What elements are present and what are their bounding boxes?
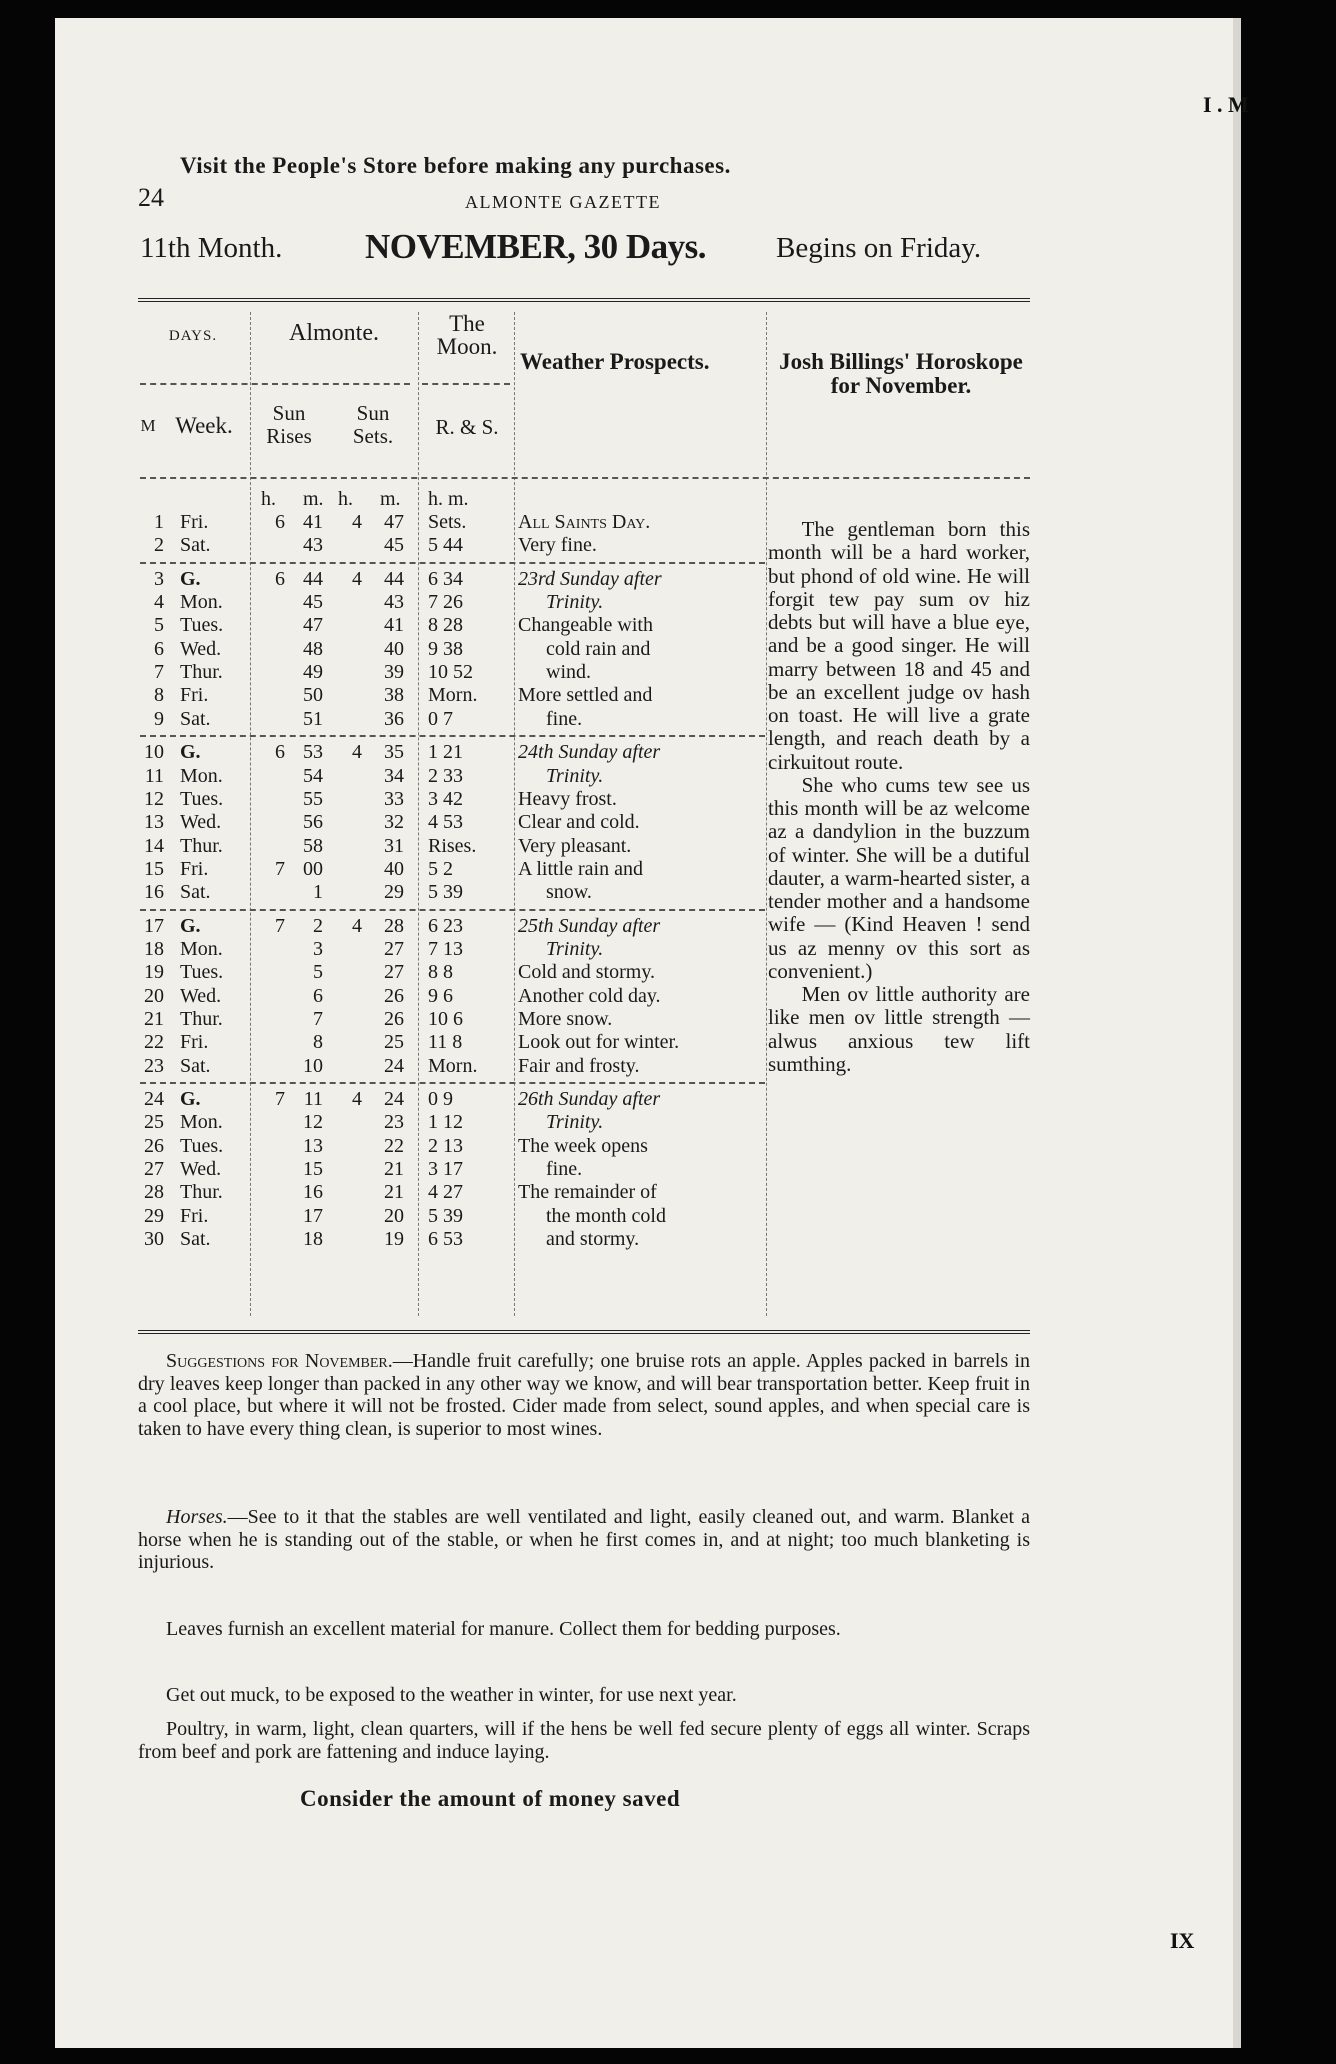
moon-rise-set: 9 6 <box>428 984 453 1007</box>
day-of-month: 25 <box>144 1111 164 1134</box>
calendar-row <box>0 1228 1336 1251</box>
day-of-week: Fri. <box>180 511 209 533</box>
day-of-week: Sat. <box>180 1054 211 1077</box>
day-of-week: Fri. <box>180 857 209 880</box>
calendar-row <box>0 1055 1336 1078</box>
sunrise-minute: 00 <box>303 857 323 880</box>
sunset-minute: 24 <box>384 1088 404 1111</box>
day-of-month: 6 <box>154 637 164 660</box>
days-header: DAYS. <box>168 328 218 344</box>
sunrise-minute: 16 <box>303 1181 323 1204</box>
weather-text: and stormy. <box>546 1228 640 1251</box>
horoscope-header: Josh Billings' Horoskope for November. <box>779 349 1023 398</box>
weather-text: Another cold day. <box>518 984 661 1007</box>
m-header: M <box>140 416 156 435</box>
calendar-row <box>0 614 1336 637</box>
sunrise-minute: 45 <box>303 591 323 614</box>
weather-text: Trinity. <box>546 1111 604 1134</box>
day-of-week: G. <box>180 567 201 590</box>
moon-rise-set: 4 53 <box>428 811 463 834</box>
sunrise-minute: 51 <box>303 707 323 730</box>
sunset-minute: 34 <box>384 764 404 787</box>
moon-rise-set: 2 13 <box>428 1134 463 1157</box>
day-of-week: G. <box>180 914 201 937</box>
moon-rise-set: 5 44 <box>428 534 463 557</box>
sunset-minute: 44 <box>384 567 404 590</box>
day-of-month: 19 <box>144 961 164 984</box>
moon-rise-set: Sets. <box>428 511 467 533</box>
day-of-week: Sat. <box>180 1228 211 1251</box>
sunrise-minute: 11 <box>303 1088 323 1111</box>
units-row: h. m. h. m. h. m. <box>261 488 469 510</box>
month-title: NOVEMBER, 30 Days. <box>365 227 707 266</box>
sunset-minute: 20 <box>384 1204 404 1227</box>
sunset-minute: 27 <box>384 961 404 984</box>
weather-text: 24th Sunday after <box>518 741 661 764</box>
day-of-month: 14 <box>144 834 164 857</box>
day-of-week: Fri. <box>180 1031 209 1054</box>
calendar-row <box>0 638 1336 661</box>
sunset-minute: 43 <box>384 591 404 614</box>
day-of-month: 11 <box>144 764 164 787</box>
top-double-rule <box>138 298 1030 304</box>
day-of-week: Mon. <box>180 591 223 614</box>
calendar-row <box>0 1088 1336 1111</box>
day-of-month: 16 <box>144 881 164 904</box>
day-of-month: 27 <box>144 1158 164 1181</box>
moon-rise-set: 0 7 <box>428 707 453 730</box>
moon-rise-set: 5 39 <box>428 881 463 904</box>
day-of-week: Sat. <box>180 707 211 730</box>
day-of-month: 10 <box>144 741 164 764</box>
calendar-row <box>0 881 1336 904</box>
weather-text: Look out for winter. <box>518 1031 680 1054</box>
day-of-month: 1 <box>154 511 164 533</box>
weather-text: Trinity. <box>546 764 604 787</box>
calendar-row <box>0 835 1336 858</box>
sunrise-minute: 12 <box>303 1111 323 1134</box>
sunset-minute: 36 <box>384 707 404 730</box>
rs-header: R. & S. <box>435 415 499 439</box>
weather-text: fine. <box>546 1158 583 1181</box>
day-of-week: Sat. <box>180 881 211 904</box>
calendar-row <box>0 961 1336 984</box>
day-of-week: Sat. <box>180 534 211 557</box>
weather-text: A little rain and <box>518 857 643 880</box>
sunrise-minute: 18 <box>303 1228 323 1251</box>
day-of-month: 30 <box>144 1228 164 1251</box>
sunset-minute: 29 <box>384 881 404 904</box>
sun-sets-header: Sun Sets. <box>352 401 394 448</box>
advert-line: Visit the People's Store before making any purchases. <box>180 153 731 178</box>
sunrise-minute: 6 <box>313 984 323 1007</box>
weather-text: fine. <box>546 707 583 730</box>
calendar-row <box>0 1031 1336 1054</box>
moon-rise-set: 6 53 <box>428 1228 463 1251</box>
moon-rise-set: 6 34 <box>428 567 463 590</box>
weather-text: Clear and cold. <box>518 811 640 834</box>
week-separator <box>140 1082 765 1084</box>
calendar-row <box>0 591 1336 614</box>
day-of-month: 15 <box>144 857 164 880</box>
sunset-minute: 27 <box>384 937 404 960</box>
calendar-row <box>0 938 1336 961</box>
sunrise-minute: 44 <box>303 567 323 590</box>
weather-text: Changeable with <box>518 614 653 637</box>
sunset-minute: 21 <box>384 1158 404 1181</box>
day-of-week: Thur. <box>180 1008 223 1030</box>
header-dash <box>140 383 410 385</box>
calendar-row <box>0 765 1336 788</box>
sunset-minute: 22 <box>384 1134 404 1157</box>
sunset-hour: 4 <box>352 741 362 764</box>
day-of-week: G. <box>180 1088 201 1111</box>
sunrise-hour: 6 <box>275 741 285 764</box>
weather-text: wind. <box>546 661 591 684</box>
day-of-week: Wed. <box>180 637 222 660</box>
day-of-month: 9 <box>154 707 164 730</box>
sunrise-hour: 7 <box>275 1088 285 1111</box>
weather-text: Cold and stormy. <box>518 961 656 984</box>
day-of-month: 2 <box>154 534 164 557</box>
sunrise-minute: 1 <box>313 881 323 904</box>
bottom-double-rule <box>138 1330 1030 1336</box>
sunrise-minute: 48 <box>303 637 323 660</box>
sunrise-minute: 49 <box>303 661 323 684</box>
weather-text: The week opens <box>518 1134 648 1157</box>
weather-text: More snow. <box>518 1008 613 1030</box>
moon-rise-set: 8 8 <box>428 961 453 984</box>
horoscope-para: She who cums tew see us this month will be az welcome az a dandylion in the buzzum of winter. She will be a dutiful dauter, a warm-hearted sister, a tender mother and a handsome wife — (Kind Heaven ! send us az menny ov this sort as convenient.) <box>768 772 1030 983</box>
calendar-row <box>0 858 1336 881</box>
moon-rise-set: 8 28 <box>428 614 463 637</box>
day-of-month: 3 <box>154 567 164 590</box>
sunset-hour: 4 <box>352 914 362 937</box>
day-of-week: Fri. <box>180 684 209 707</box>
sunrise-hour: 7 <box>275 857 285 880</box>
sunset-minute: 47 <box>384 511 404 533</box>
moon-rise-set: 3 42 <box>428 787 463 810</box>
sunset-hour: 4 <box>352 511 362 533</box>
sunrise-minute: 54 <box>303 764 323 787</box>
header-dash <box>422 383 510 385</box>
sunset-minute: 35 <box>384 741 404 764</box>
calendar-row <box>0 741 1336 764</box>
sunrise-minute: 8 <box>313 1031 323 1054</box>
sunset-minute: 26 <box>384 1008 404 1030</box>
horses-para: Horses.—See to it that the stables are well ventilated and light, easily cleaned out, and warm. Blanket a horse when he is standing out of the stable, or when he first comes in, and at night; too much blanketing is injurious. <box>138 1506 1030 1573</box>
sunset-hour: 4 <box>352 567 362 590</box>
sunset-minute: 32 <box>384 811 404 834</box>
weather-header: Weather Prospects. <box>520 349 710 374</box>
horoscope-para: Men ov little authority are like men ov little strength — alwus anxious tew lift sumthing. <box>768 982 1030 1076</box>
calendar-row <box>0 684 1336 707</box>
day-of-month: 13 <box>144 811 164 834</box>
weather-text: The remainder of <box>518 1181 657 1204</box>
moon-header: The Moon. <box>436 311 498 359</box>
day-of-month: 20 <box>144 984 164 1007</box>
day-of-week: Wed. <box>180 984 222 1007</box>
moon-rise-set: 7 13 <box>428 937 463 960</box>
calendar-row <box>0 1205 1336 1228</box>
calendar-row <box>0 511 1336 534</box>
publication-name: ALMONTE GAZETTE <box>465 192 661 212</box>
sunrise-minute: 41 <box>303 511 323 533</box>
moon-rise-set: 0 9 <box>428 1088 453 1111</box>
sunrise-hour: 6 <box>275 511 285 533</box>
footer-line: Consider the amount of money saved <box>300 1786 681 1811</box>
day-of-month: 21 <box>144 1008 164 1030</box>
weather-text: All Saints Day. <box>518 511 651 533</box>
moon-rise-set: 10 52 <box>428 661 473 684</box>
page-number: 24 <box>138 183 164 212</box>
moon-rise-set: 5 2 <box>428 857 453 880</box>
weather-text: Trinity. <box>546 937 604 960</box>
sunset-minute: 39 <box>384 661 404 684</box>
sunset-minute: 38 <box>384 684 404 707</box>
sunset-minute: 19 <box>384 1228 404 1251</box>
sunrise-minute: 5 <box>313 961 323 984</box>
day-of-month: 24 <box>144 1088 164 1111</box>
calendar-row <box>0 985 1336 1008</box>
sunrise-minute: 50 <box>303 684 323 707</box>
calendar-row <box>0 661 1336 684</box>
day-of-month: 26 <box>144 1134 164 1157</box>
begins-on: Begins on Friday. <box>776 232 982 264</box>
moon-rise-set: 10 6 <box>428 1008 463 1030</box>
weather-text: cold rain and <box>546 637 651 660</box>
weather-text: Fair and frosty. <box>518 1054 640 1077</box>
calendar-row <box>0 1181 1336 1204</box>
moon-rise-set: 11 8 <box>428 1031 463 1054</box>
moon-rise-set: 1 21 <box>428 741 463 764</box>
sunrise-minute: 15 <box>303 1158 323 1181</box>
day-of-month: 29 <box>144 1204 164 1227</box>
margin-mark: IX <box>1170 1928 1195 1953</box>
weather-text: snow. <box>546 881 592 904</box>
calendar-row <box>0 1135 1336 1158</box>
calendar-row <box>0 788 1336 811</box>
day-of-week: Thur. <box>180 1181 223 1204</box>
weather-text: Very pleasant. <box>518 834 632 857</box>
calendar-row <box>0 811 1336 834</box>
moon-rise-set: 9 38 <box>428 637 463 660</box>
month-label: 11th Month. <box>140 232 283 264</box>
sun-rises-header: Sun Rises <box>266 401 312 448</box>
header-bottom-dash <box>140 477 1030 479</box>
day-of-week: Mon. <box>180 1111 223 1134</box>
moon-rise-set: 5 39 <box>428 1204 463 1227</box>
sunrise-minute: 10 <box>303 1054 323 1077</box>
weather-text: Heavy frost. <box>518 787 617 810</box>
sunrise-minute: 53 <box>303 741 323 764</box>
weather-text: Very fine. <box>518 534 597 557</box>
sunrise-minute: 13 <box>303 1134 323 1157</box>
sunrise-minute: 17 <box>303 1204 323 1227</box>
day-of-month: 5 <box>154 614 164 637</box>
place-header: Almonte. <box>289 320 379 346</box>
moon-rise-set: Rises. <box>428 834 477 857</box>
weather-text: More settled and <box>518 684 653 707</box>
sunrise-minute: 55 <box>303 787 323 810</box>
margin-mark: I . M <box>1203 92 1249 117</box>
day-of-week: Wed. <box>180 811 222 834</box>
sunset-minute: 25 <box>384 1031 404 1054</box>
sunset-minute: 33 <box>384 787 404 810</box>
horoscope-para: The gentleman born this month will be a hard worker, but phond of old wine. He will forgit tew pay sum ov hiz debts but will have a blue eye, and be a good singer. He will marry between 18 and 45 and be an excellent judge ov hash on toast. He will live a grate length, and reach death by a cirkuitout route. <box>768 517 1030 774</box>
week-separator <box>140 735 765 737</box>
calendar-row <box>0 708 1336 731</box>
day-of-month: 23 <box>144 1054 164 1077</box>
moon-rise-set: 4 27 <box>428 1181 463 1204</box>
sunset-minute: 23 <box>384 1111 404 1134</box>
sunrise-minute: 3 <box>313 937 323 960</box>
weather-text: the month cold <box>546 1204 666 1227</box>
sunrise-hour: 7 <box>275 914 285 937</box>
day-of-week: Mon. <box>180 764 223 787</box>
sunset-minute: 28 <box>384 914 404 937</box>
calendar-row <box>0 1158 1336 1181</box>
sunset-minute: 40 <box>384 637 404 660</box>
sunrise-minute: 56 <box>303 811 323 834</box>
day-of-month: 7 <box>154 661 164 684</box>
sunset-minute: 24 <box>384 1054 404 1077</box>
calendar-row <box>0 1008 1336 1031</box>
moon-rise-set: 6 23 <box>428 914 463 937</box>
sunrise-minute: 43 <box>303 534 323 557</box>
day-of-month: 12 <box>144 787 164 810</box>
day-of-month: 18 <box>144 937 164 960</box>
day-of-week: Thur. <box>180 834 223 857</box>
muck-para: Get out muck, to be exposed to the weather in winter, for use next year. <box>166 1684 737 1706</box>
day-of-week: Tues. <box>180 787 224 810</box>
moon-rise-set: Morn. <box>428 1054 478 1077</box>
calendar-row <box>0 534 1336 557</box>
week-separator <box>140 562 765 564</box>
day-of-week: Mon. <box>180 937 223 960</box>
moon-rise-set: Morn. <box>428 684 478 707</box>
sunrise-hour: 6 <box>275 567 285 590</box>
day-of-week: Fri. <box>180 1204 209 1227</box>
suggestions-para: Suggestions for November.—Handle fruit carefully; one bruise rots an apple. Apples packed in barrels in dry leaves keep longer than packed in any other way we know, and will bear transportation better. Keep fruit in a cool place, but where it will not be frosted. Cider made from select, sound apples, and when special care is taken to have every thing clean, is superior to most wines. <box>138 1350 1031 1440</box>
day-of-month: 17 <box>144 914 164 937</box>
day-of-week: Thur. <box>180 661 223 684</box>
sunrise-minute: 47 <box>303 614 323 637</box>
leaves-para: Leaves furnish an excellent material for manure. Collect them for bedding purposes. <box>166 1618 841 1640</box>
day-of-week: Wed. <box>180 1158 222 1181</box>
day-of-month: 4 <box>154 591 164 614</box>
sunset-minute: 31 <box>384 834 404 857</box>
calendar-row <box>0 568 1336 591</box>
week-separator <box>140 909 765 911</box>
sunset-minute: 40 <box>384 857 404 880</box>
day-of-week: Tues. <box>180 961 224 984</box>
day-of-month: 22 <box>144 1031 164 1054</box>
sunrise-minute: 2 <box>313 914 323 937</box>
sunset-minute: 41 <box>384 614 404 637</box>
calendar-row <box>0 1111 1336 1134</box>
day-of-week: Tues. <box>180 1134 224 1157</box>
day-of-month: 28 <box>144 1181 164 1204</box>
day-of-week: G. <box>180 741 201 764</box>
sunset-minute: 26 <box>384 984 404 1007</box>
sunrise-minute: 7 <box>313 1008 323 1030</box>
weather-text: 25th Sunday after <box>518 914 661 937</box>
poultry-para: Poultry, in warm, light, clean quarters, will if the hens be well fed secure plenty of eggs all winter. Scraps from beef and pork are fattening and induce laying. <box>138 1718 1030 1763</box>
horoscope-text <box>768 518 1030 1076</box>
weather-text: Trinity. <box>546 591 604 614</box>
moon-rise-set: 2 33 <box>428 764 463 787</box>
moon-rise-set: 3 17 <box>428 1158 463 1181</box>
sunrise-minute: 58 <box>303 834 323 857</box>
calendar-row <box>0 915 1336 938</box>
weather-text: 23rd Sunday after <box>518 567 662 590</box>
day-of-month: 8 <box>154 684 164 707</box>
sunset-hour: 4 <box>352 1088 362 1111</box>
sunset-minute: 45 <box>384 534 404 557</box>
day-of-week: Tues. <box>180 614 224 637</box>
week-header: Week. <box>175 413 233 438</box>
moon-rise-set: 7 26 <box>428 591 463 614</box>
sunset-minute: 21 <box>384 1181 404 1204</box>
moon-rise-set: 1 12 <box>428 1111 463 1134</box>
weather-text: 26th Sunday after <box>518 1088 661 1111</box>
